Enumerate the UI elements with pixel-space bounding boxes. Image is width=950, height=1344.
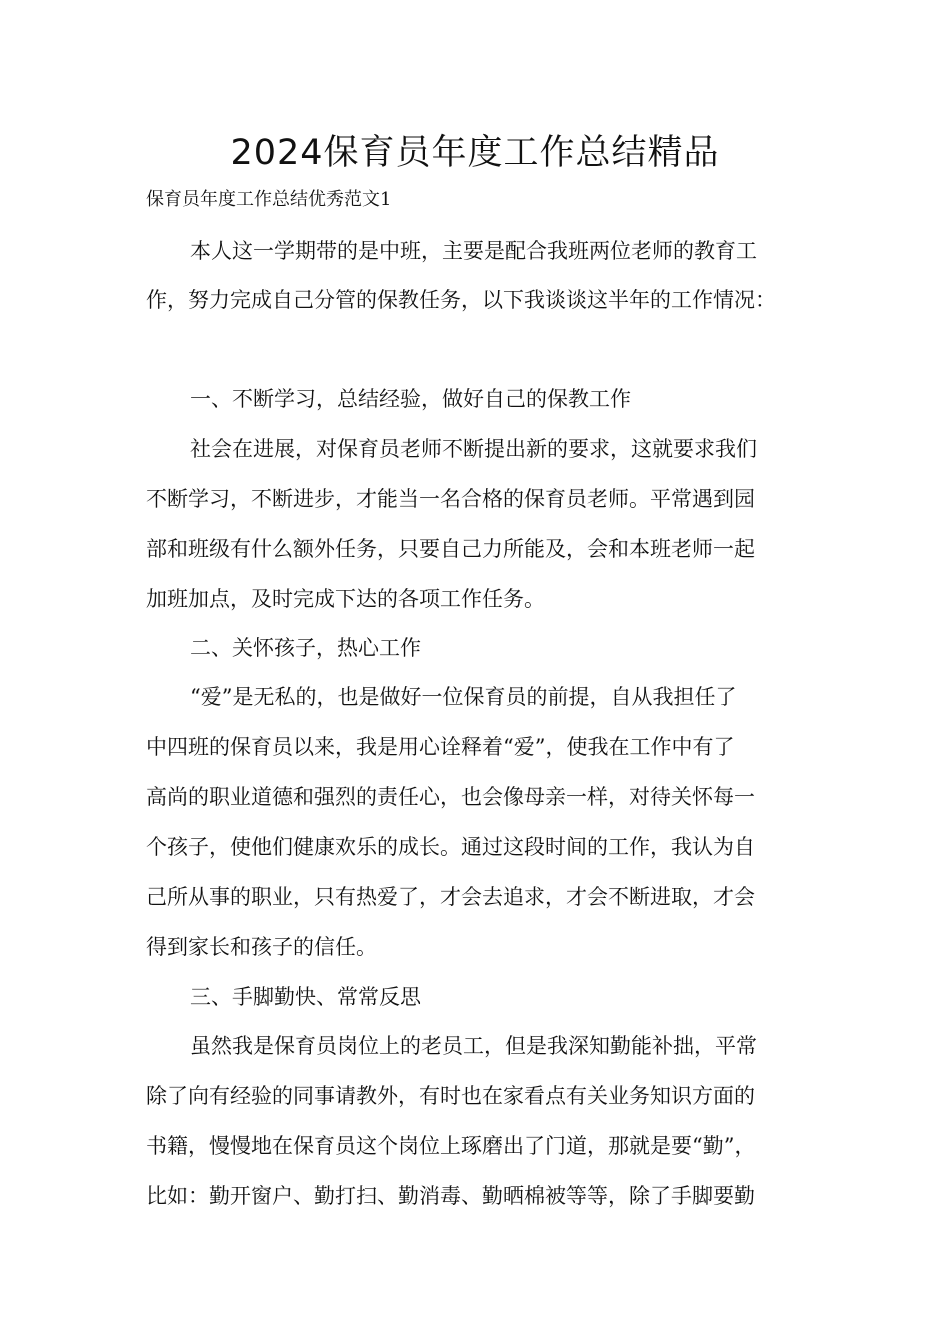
- section-heading: 二、关怀孩子，热心工作: [190, 636, 421, 660]
- paragraph-line: 书籍，慢慢地在保育员这个岗位上琢磨出了门道，那就是要“勤”，: [146, 1134, 756, 1158]
- section-heading: 三、手脚勤快、常常反思: [190, 985, 421, 1009]
- paragraph-line: 作，努力完成自己分管的保教任务，以下我谈谈这半年的工作情况：: [146, 288, 776, 312]
- paragraph-line: 个孩子，使他们健康欢乐的成长。通过这段时间的工作，我认为自: [146, 835, 755, 859]
- paragraph-line: “爱”是无私的，也是做好一位保育员的前提，自从我担任了: [190, 685, 737, 709]
- paragraph-line: 虽然我是保育员岗位上的老员工，但是我深知勤能补拙，平常: [190, 1034, 757, 1058]
- paragraph-line: 除了向有经验的同事请教外，有时也在家看点有关业务知识方面的: [146, 1084, 755, 1108]
- document-subtitle: 保育员年度工作总结优秀范文1: [146, 189, 392, 210]
- document-title: 2024保育员年度工作总结精品: [230, 133, 720, 173]
- paragraph-line: 本人这一学期带的是中班，主要是配合我班两位老师的教育工: [190, 239, 757, 263]
- paragraph-line: 部和班级有什么额外任务，只要自己力所能及，会和本班老师一起: [146, 537, 755, 561]
- paragraph-line: 得到家长和孩子的信任。: [146, 935, 377, 959]
- paragraph-line: 高尚的职业道德和强烈的责任心，也会像母亲一样，对待关怀每一: [146, 785, 755, 809]
- paragraph-line: 不断学习，不断进步，才能当一名合格的保育员老师。平常遇到园: [146, 487, 755, 511]
- paragraph-line: 比如：勤开窗户、勤打扫、勤消毒、勤晒棉被等等，除了手脚要勤: [146, 1184, 755, 1208]
- section-heading: 一、不断学习，总结经验，做好自己的保教工作: [190, 387, 631, 411]
- paragraph-line: 己所从事的职业，只有热爱了，才会去追求，才会不断进取，才会: [146, 885, 755, 909]
- paragraph-line: 中四班的保育员以来，我是用心诠释着“爱”，使我在工作中有了: [146, 735, 735, 759]
- paragraph-line: 加班加点，及时完成下达的各项工作任务。: [146, 587, 545, 611]
- paragraph-line: 社会在进展，对保育员老师不断提出新的要求，这就要求我们: [190, 437, 757, 461]
